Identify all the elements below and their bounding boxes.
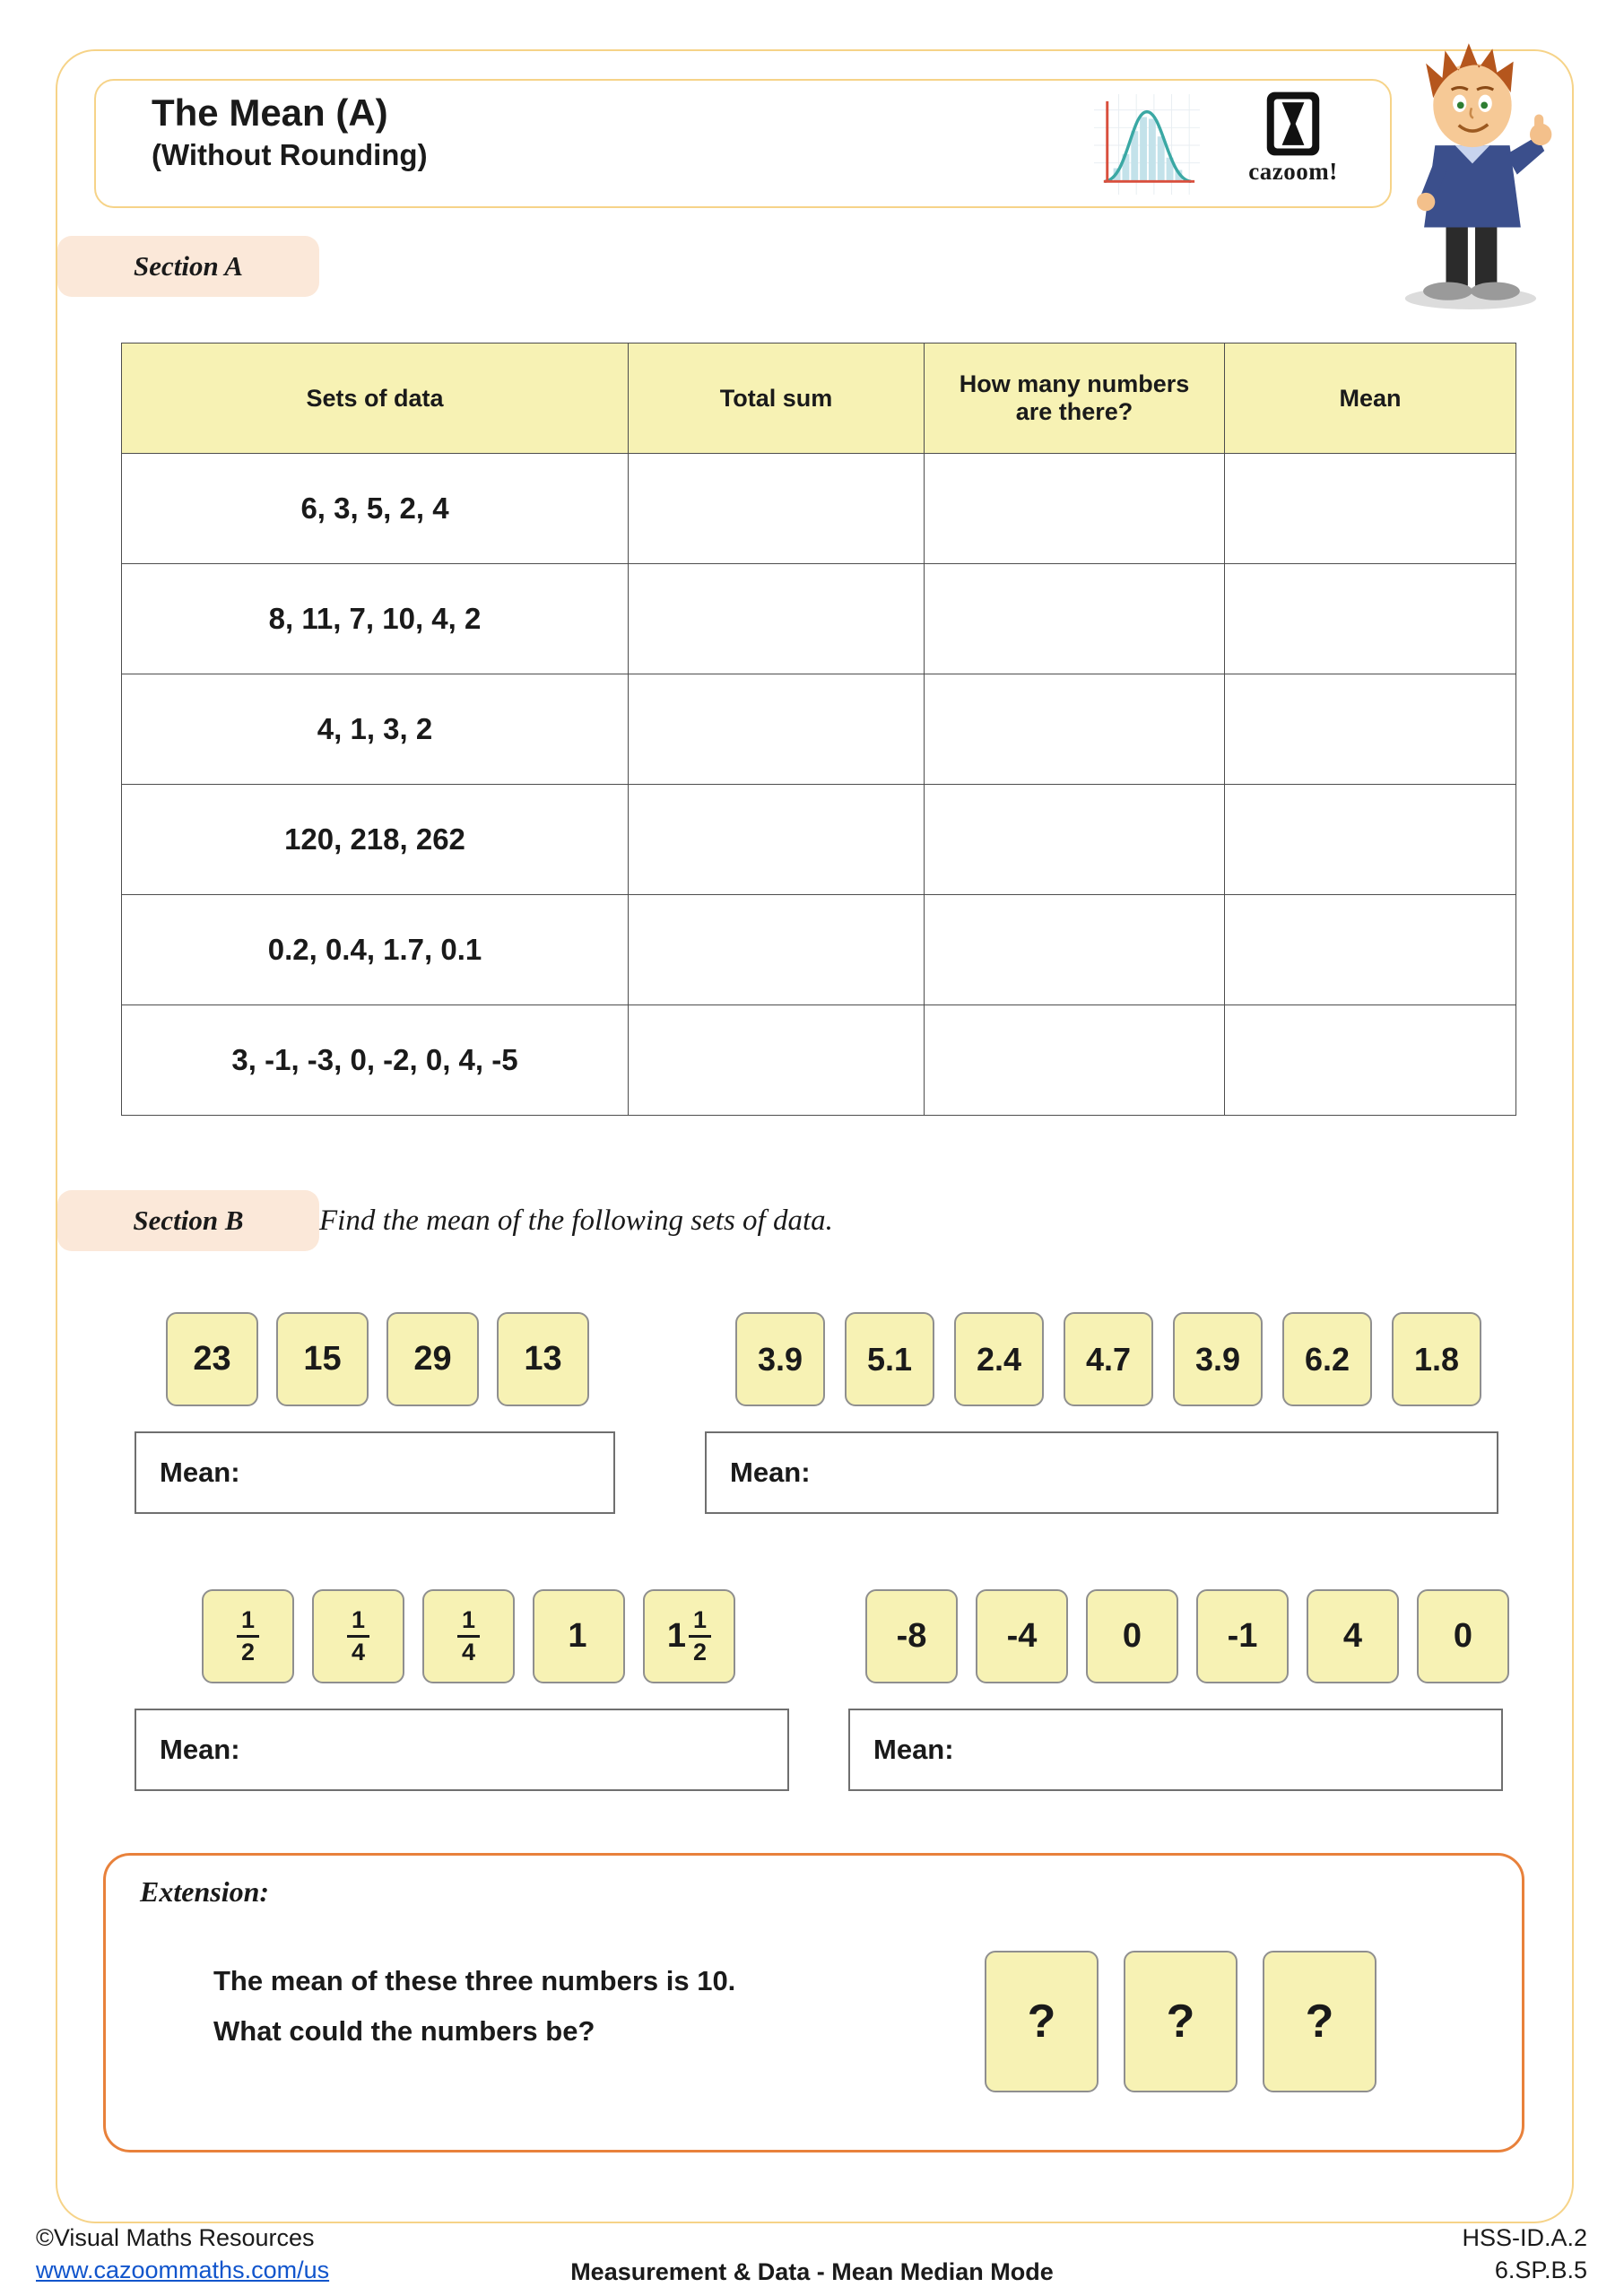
number-card: -8 — [865, 1589, 958, 1683]
answer-cell — [1225, 785, 1516, 895]
footer-copyright: ©Visual Maths Resources — [36, 2224, 315, 2251]
header — [94, 79, 1392, 208]
table-row — [122, 895, 1516, 1005]
number-card: 0 — [1417, 1589, 1509, 1683]
section-b-label: Section B — [57, 1190, 319, 1251]
fraction-card — [422, 1589, 515, 1683]
extension-question — [213, 1956, 735, 2057]
number-card-set-1 — [166, 1312, 589, 1406]
question-card: ? — [1124, 1951, 1238, 2092]
table-row — [122, 674, 1516, 785]
fraction-stack: $\frac{1}{2}$ — [237, 1608, 259, 1665]
footer-standard-code-2: 6.SP.B.5 — [1494, 2257, 1587, 2283]
data-set-cell: 120, 218, 262 — [122, 785, 629, 895]
data-set-cell: 3, -1, -3, 0, -2, 0, 4, -5 — [122, 1005, 629, 1116]
table-header-cell: Sets of data — [122, 344, 629, 454]
answer-cell — [629, 674, 925, 785]
mean-answer-box-2 — [705, 1431, 1498, 1514]
page-title: The Mean (A) — [152, 91, 388, 134]
data-set-cell: 8, 11, 7, 10, 4, 2 — [122, 564, 629, 674]
table-row — [122, 564, 1516, 674]
number-card-set-3 — [865, 1589, 1509, 1683]
data-set-cell: 0.2, 0.4, 1.7, 0.1 — [122, 895, 629, 1005]
number-card: 6.2 — [1282, 1312, 1372, 1406]
extension-box — [103, 1853, 1524, 2152]
table-row — [122, 454, 1516, 564]
fraction-card — [533, 1589, 625, 1683]
fraction-stack: $\frac{1}{4}$ — [347, 1608, 369, 1665]
answer-cell — [629, 785, 925, 895]
mean-label: Mean: — [160, 1457, 240, 1488]
number-card: 0 — [1086, 1589, 1178, 1683]
number-card: 4.7 — [1064, 1312, 1153, 1406]
cazoom-logo-icon — [1265, 90, 1321, 158]
fraction-stack: $\frac{1}{2}$ — [689, 1608, 711, 1665]
answer-cell — [925, 454, 1225, 564]
mean-label: Mean: — [730, 1457, 811, 1488]
footer-topic: Measurement & Data - Mean Median Mode — [570, 2258, 1054, 2285]
number-card: 1.8 — [1392, 1312, 1481, 1406]
fraction-whole-part: 1 — [666, 1617, 687, 1655]
answer-cell — [1225, 564, 1516, 674]
cazoom-logo — [1239, 86, 1347, 206]
answer-cell — [629, 564, 925, 674]
data-set-cell: 6, 3, 5, 2, 4 — [122, 454, 629, 564]
answer-cell — [925, 564, 1225, 674]
mean-answer-box-3 — [135, 1709, 789, 1791]
fraction-card — [643, 1589, 735, 1683]
number-card: 5.1 — [845, 1312, 934, 1406]
answer-cell — [629, 1005, 925, 1116]
fraction-stack: $\frac{1}{4}$ — [457, 1608, 480, 1665]
number-card: 4 — [1307, 1589, 1399, 1683]
answer-cell — [925, 895, 1225, 1005]
footer-website-link[interactable]: www.cazoommaths.com/us — [36, 2257, 330, 2283]
cazoom-logo-text: cazoom! — [1248, 158, 1338, 185]
number-card: -4 — [976, 1589, 1068, 1683]
fraction-card — [312, 1589, 404, 1683]
question-card: ? — [1263, 1951, 1376, 2092]
number-card: 2.4 — [954, 1312, 1044, 1406]
number-card: 3.9 — [735, 1312, 825, 1406]
number-card-set-2 — [735, 1312, 1481, 1406]
table-header-row — [122, 344, 1516, 454]
answer-cell — [629, 454, 925, 564]
number-card: 3.9 — [1173, 1312, 1263, 1406]
answer-cell — [1225, 454, 1516, 564]
number-card: 15 — [276, 1312, 369, 1406]
mean-answer-box-4 — [848, 1709, 1503, 1791]
number-card: 23 — [166, 1312, 258, 1406]
mean-answer-box-1 — [135, 1431, 615, 1514]
question-card: ? — [985, 1951, 1099, 2092]
extension-label: Extension: — [140, 1875, 270, 1908]
answer-cell — [1225, 895, 1516, 1005]
mean-label: Mean: — [160, 1734, 240, 1765]
answer-cell — [1225, 1005, 1516, 1116]
table-header-cell: How many numbers are there? — [925, 344, 1225, 454]
table-row — [122, 785, 1516, 895]
page-subtitle: (Without Rounding) — [152, 138, 428, 171]
number-card: 13 — [497, 1312, 589, 1406]
table-header-cell: Mean — [1225, 344, 1516, 454]
fraction-card — [202, 1589, 294, 1683]
extension-question-line-1: The mean of these three numbers is 10. — [213, 1965, 736, 1996]
extension-question-line-2: What could the numbers be? — [213, 2015, 595, 2047]
section-b-instruction: Find the mean of the following sets of data. — [319, 1204, 833, 1237]
answer-cell — [925, 674, 1225, 785]
answer-cell — [925, 1005, 1225, 1116]
mean-label: Mean: — [873, 1734, 954, 1765]
footer-standard-code-1: HSS-ID.A.2 — [1462, 2224, 1587, 2251]
answer-cell — [1225, 674, 1516, 785]
question-card-set — [985, 1951, 1376, 2092]
table-header-cell: Total sum — [629, 344, 925, 454]
section-a-label: Section A — [57, 236, 319, 297]
table-row — [122, 1005, 1516, 1116]
cartoon-boy-illustration — [1381, 29, 1569, 311]
data-set-cell: 4, 1, 3, 2 — [122, 674, 629, 785]
section-a-table — [121, 343, 1516, 1116]
number-card: -1 — [1196, 1589, 1289, 1683]
fraction-card-set — [202, 1589, 735, 1683]
answer-cell — [925, 785, 1225, 895]
bell-curve-chart-icon — [1094, 93, 1200, 196]
answer-cell — [629, 895, 925, 1005]
number-card: 29 — [386, 1312, 479, 1406]
fraction-whole-part: 1 — [568, 1617, 587, 1655]
